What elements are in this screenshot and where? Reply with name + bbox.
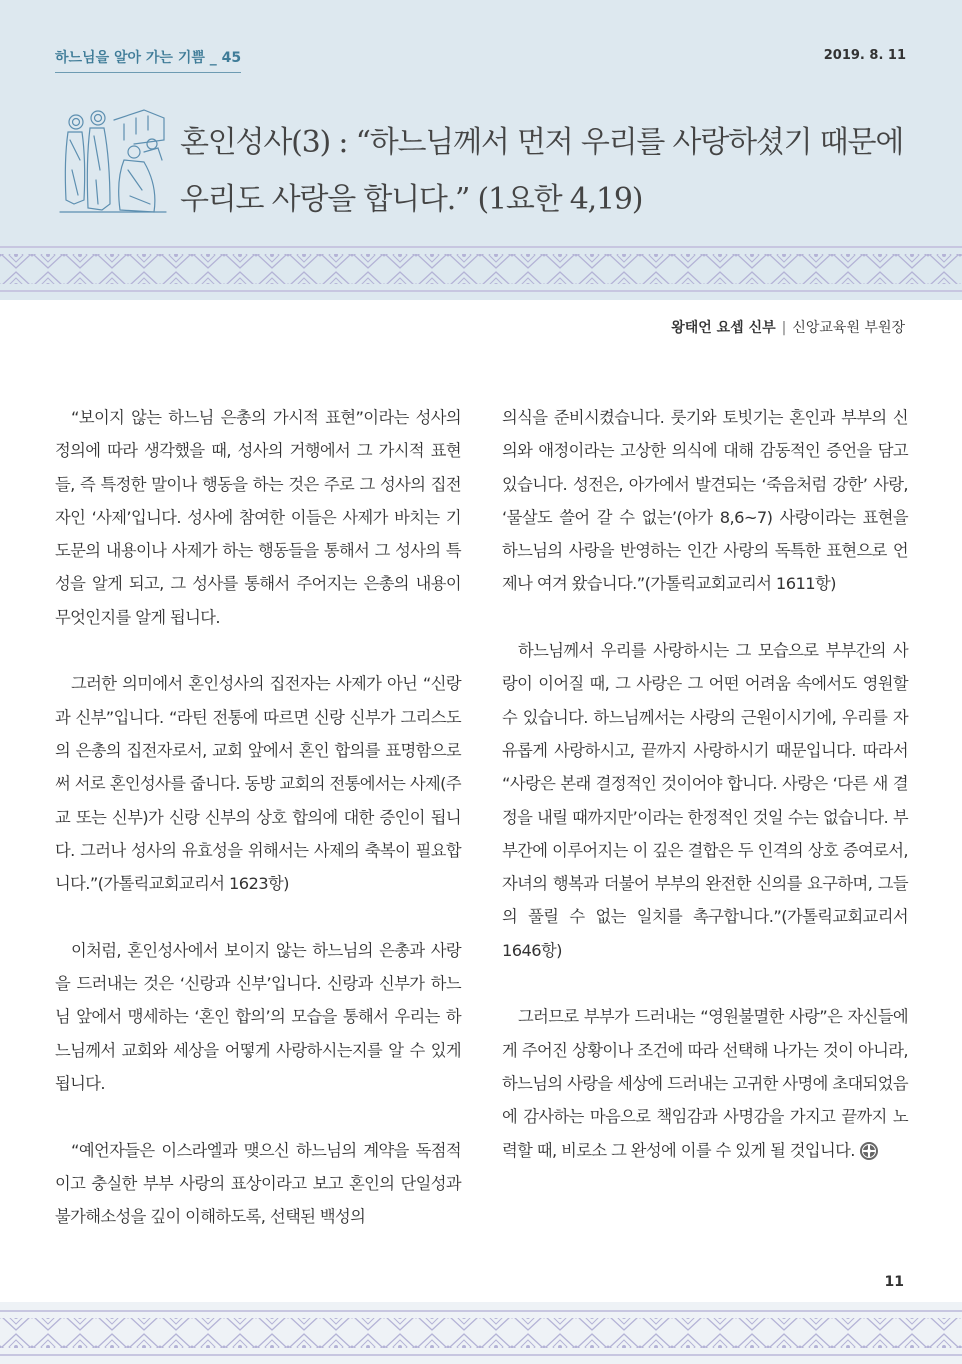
right-column [502,401,908,1200]
paragraph: 하느님께서 우리를 사랑하시는 그 모습으로 부부간의 사랑이 이어질 때, 그 사랑은 그 어떤 어려움 속에서도 영원할 수 있습니다. 하느님께서는 사랑의 근원이시기에, 우리를 자유롭게 사랑하시고, 끝까지 사랑하시기 때문입니다. 따라서 “사랑은 본래 결정적인 것이어야 합니다. 사랑은 ‘다른 새 결정을 내릴 때까지만’이라는 한정적인 것일 수는 없습니다. 부부간에 이루어지는 이 깊은 결합은 두 인격의 상호 증여로서, 자녀의 행복과 더불어 부부의 완전한 신의를 요구하며, 그들의 풀릴 수 없는 일치를 촉구합니다.”(가톨릭교회교리서 1646항) [502,641,908,960]
title-line-2: 우리도 사랑을 합니다.” (1요한 4,19) [180,182,643,217]
paragraph-text: 그러므로 부부가 드러내는 “영원불멸한 사랑”은 자신들에게 주어진 상황이나 조건에 따라 선택해 나가는 것이 아니라, 하느님의 사랑을 세상에 드러내는 고귀한 사명에 초대되었음에 감사하는 마음으로 책임감과 사명감을 가지고 끝까지 노력할 때, 비로소 그 완성에 이를 수 있게 될 것입니다. [502,1007,908,1160]
article-title [180,114,940,228]
author-byline [671,317,905,337]
page-number: 11 [884,1274,904,1290]
ornamental-border-top [0,240,962,300]
paragraph: 이처럼, 혼인성사에서 보이지 않는 하느님의 은총과 사랑을 드러내는 것은 ‘신랑과 신부’입니다. 신랑과 신부가 하느님 앞에서 맹세하는 ‘혼인 합의’의 모습을 통해서 우리는 하느님께서 교회와 세상을 어떻게 사랑하시는지를 알 수 있게 됩니다. [55,940,461,1093]
byline-separator: | [781,320,787,336]
left-column [55,401,461,1267]
issue-date: 2019. 8. 11 [823,48,906,63]
series-label: 하느님을 알아 가는 기쁨 _ 45 [55,47,241,73]
author-name: 왕태언 요셉 신부 [671,320,776,336]
paragraph: “보이지 않는 하느님 은총의 가시적 표현”이라는 성사의 정의에 따라 생각했을 때, 성사의 거행에서 그 가시적 표현들, 즉 특정한 말이나 행동을 하는 것은 주로 그 성사의 집전자인 ‘사제’입니다. 성사에 참여한 이들은 사제가 바치는 기도문의 내용이나 사제가 하는 행동들을 통해서 그 성사의 특성을 알게 되고, 그 성사를 통해서 주어지는 은총의 내용이 무엇인지를 알게 됩니다. [55,408,461,627]
title-line-1: 혼인성사(3) : “하느님께서 먼저 우리를 사랑하셨기 때문에 [180,125,904,160]
paragraph: “예언자들은 이스라엘과 맺으신 하느님의 계약을 독점적이고 충실한 부부 사랑의 표상이라고 보고 혼인의 단일성과 불가해소성을 깊이 이해하도록, 선택된 백성의 [55,1140,461,1227]
header-band [0,0,962,300]
cross-ornament-icon [859,1141,879,1161]
paragraph: 의식을 준비시켰습니다. 룻기와 토빗기는 혼인과 부부의 신의와 애정이라는 고상한 의식에 대해 감동적인 증언을 담고 있습니다. 성전은, 아가에서 발견되는 ‘죽음처럼 강한’ 사랑, ‘물살도 쓸어 갈 수 없는’(아가 8,6~7) 사랑이라는 표현을 하느님의 사랑을 반영하는 인간 사랑의 독특한 표현으로 언제나 여겨 왔습니다.”(가톨릭교회교리서 1611항) [502,408,908,594]
paragraph: 그러한 의미에서 혼인성사의 집전자는 사제가 아닌 “신랑과 신부”입니다. “라틴 전통에 따르면 신랑 신부가 그리스도의 은총의 집전자로서, 교회 앞에서 혼인 합의를 표명함으로써 서로 혼인성사를 줍니다. 동방 교회의 전통에서는 사제(주교 또는 신부)가 신랑 신부의 상호 합의에 대한 증인이 됩니다. 그러나 성사의 유효성을 위해서는 사제의 축복이 필요합니다.”(가톨릭교회교리서 1623항) [55,674,461,894]
holy-family-sketch-icon [54,100,170,218]
paragraph-final [502,1000,908,1166]
ornamental-border-bottom [0,1302,962,1364]
author-role: 신앙교육원 부원장 [792,320,905,336]
